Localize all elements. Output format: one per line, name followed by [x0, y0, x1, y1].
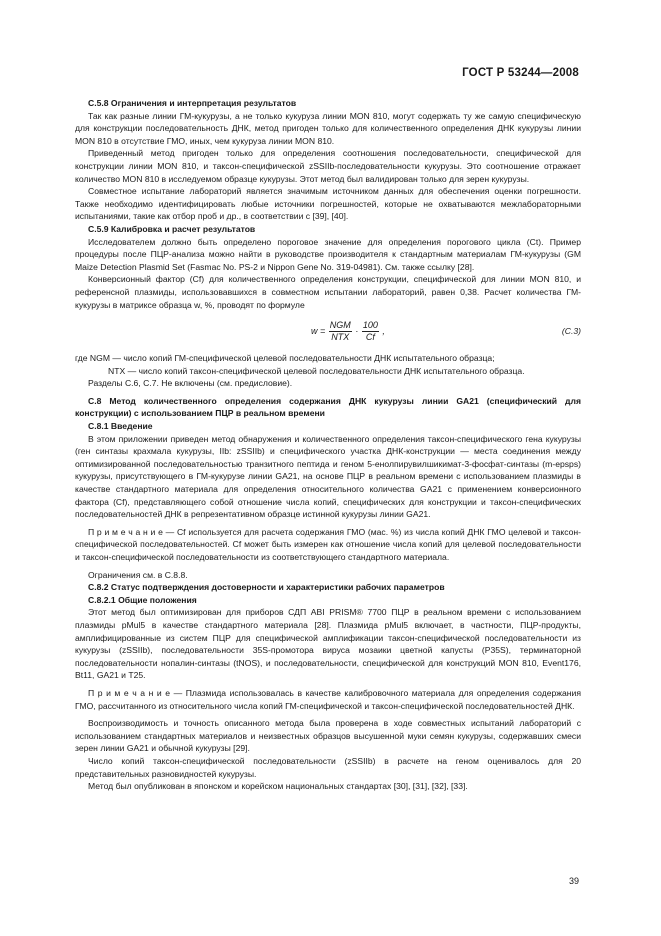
- paragraph: Этот метод был оптимизирован для приборов СДП ABI PRISM® 7700 ПЦР в реальном времени с использованием плазмиды pMul5 в качестве стандартного материала [28]. Плазмида pMul5 включает, в частности, ПЦР-продукты, амплифицированные из систем ПЦР для специфической амплификации таксон-специфической последовательности из кукурузы (zSSIIb), последовательности 35S-промотора вируса мозаики цветной капусты (P35S), терминаторной последовательности нопалин-синтазы (tNOS), и последовательности, специфической для конструкций MON 810, Event176, Bt11, GA21 и T25.: [75, 607, 581, 681]
- formula-label: (С.3): [561, 326, 581, 337]
- section-heading-c821: С.8.2.1 Общие положения: [88, 594, 197, 605]
- standard-header: ГОСТ Р 53244—2008: [462, 67, 579, 79]
- paragraph: Конверсионный фактор (Cf) для количественного определения конструкции, специфической для линии MON 810, и референсной плазмиды, использовавшихся в совместном испытании лабораторий, равен 0,38. Расчет количества ГМ-кукурузы в матриксе образца w, %, проводят по формуле: [75, 274, 581, 310]
- note: П р и м е ч а н и е — Плазмида использовалась в качестве калибровочного материала для определения содержания ГМО, рассчитанного из относительного числа копий ГМ-специфической и таксон-специфической последовательностей ДНК.: [75, 687, 581, 711]
- formula-expression: [311, 320, 385, 343]
- fraction-counts: [329, 320, 352, 343]
- fraction-percent: [362, 320, 379, 343]
- paragraph: Разделы С.6, С.7. Не включены (см. предисловие).: [88, 378, 293, 389]
- paragraph: Воспроизводимость и точность описанного метода была проверена в ходе совместных испытаний лабораторий с использованием стандартных материалов и неизвестных образцов высушенной муки семян кукурузы, содержавших смеси зерен линии GA21 и обычной кукурузы [29].: [75, 718, 581, 754]
- formula-dot: ·: [355, 325, 359, 336]
- section-heading-c59: С.5.9 Калибровка и расчет результатов: [88, 223, 256, 234]
- numerator-100: 100: [362, 320, 378, 331]
- formula-comma: ,: [382, 325, 385, 336]
- document-body: [75, 97, 581, 793]
- note: П р и м е ч а н и е — Cf используется для расчета содержания ГМО (мас. %) из числа копий ДНК ГМО целевой и таксон-специфической последовательностей. Cf может быть измерен как отношение числа копий для целевой последовательности и таксон-специфической последовательности из соответствующего стандартного материала.: [75, 526, 581, 562]
- paragraph: Число копий таксон-специфической последовательности (zSSIIb) в расчете на геном оценивалось для 20 представительных разновидностей кукурузы.: [75, 755, 581, 779]
- paragraph: Ограничения см. в С.8.8.: [88, 569, 188, 580]
- formula-c3: [75, 314, 581, 348]
- section-heading-c58: С.5.8 Ограничения и интерпретация результатов: [88, 98, 297, 108]
- denominator-cf: Cf: [365, 332, 375, 343]
- section-heading-c81: С.8.1 Введение: [88, 421, 153, 432]
- paragraph: Метод был опубликован в японском и корейском национальных стандартах [30], [31], [32], [33].: [88, 781, 468, 792]
- section-heading-c8: С.8 Метод количественного определения содержания ДНК кукурузы линии GA21 (специфический для конструкции) с использованием ПЦР в реальном времени: [75, 395, 581, 419]
- paragraph: Приведенный метод пригоден только для определения соотношения последовательности, специфической для конструкции линии MON 810, и таксон-специфической zSSIIb-последовательности кукурузы. Это соотношение отражает количество MON 810 в исследуемом образце кукурузы. Этот метод был валидирован только для зерен кукурузы.: [75, 148, 581, 184]
- numerator-ngm: NGM: [329, 320, 351, 331]
- denominator-ntx: NTX: [331, 332, 350, 343]
- where-ntx: NTX — число копий таксон-специфической целевой последовательности ДНК испытательного образца.: [108, 365, 525, 376]
- paragraph: Исследователем должно быть определено пороговое значение для определения порогового цикла (Ct). Пример процедуры после ПЦР-анализа можно найти в руководстве производителя к стандартным материалам ГМ-кукурузы (GM Maize Detection Plasmid Set (Fasmac No. PS-2 и Nippon Gene No. 319-04981). См. также ссылку [28].: [75, 236, 581, 272]
- paragraph: Так как разные линии ГМ-кукурузы, а не только кукуруза линии MON 810, могут содержать ту же самую специфическую для конструкции последовательность ДНК, метод пригоден только для количественного определения ДНК кукурузы линии MON 810 в отсутствие ГМО, иных, чем кукуруза линии MON 810.: [75, 110, 581, 146]
- where-ngm: где NGM — число копий ГМ-специфической целевой последовательности ДНК испытательного образца;: [75, 353, 495, 364]
- paragraph: Совместное испытание лабораторий является значимым источником данных для обеспечения оценки погрешности. Также необходимо идентифицировать любые источники погрешностей, которые не охватываются межлабораторными испытаниями, такие как отбор проб и др., в соответствии с [39], [40].: [75, 186, 581, 222]
- page-number: 39: [568, 876, 579, 886]
- formula-equals: =: [320, 325, 326, 336]
- paragraph: В этом приложении приведен метод обнаружения и количественного определения таксон-специфического гена кукурузы (ген синтазы крахмала кукурузы, IIb: zSSIIb) и специфического участка ДНК-конструкции — места соединения между оптимизированной последовательностью транзитного пептида и геном 5-енолпирувилшикимат-3-фосфат-синтазы (m-epsps) кукурузы, присутствующего в ГМ-кукурузе линии GA21, на основе ПЦР в реальном времени с использованием плазмиды в качестве стандартного материала для определения относительного количества GA21 с применением конверсионного фактора (Cf), представляющего собой отношение числа копий, специфических для конструкции и таксон-специфических последовательностей ДНК в репрезентативном образце истинной кукурузы линии GA21.: [75, 433, 581, 520]
- formula-lhs: w: [311, 325, 318, 336]
- section-heading-c82: С.8.2 Статус подтверждения достоверности и характеристики рабочих параметров: [88, 582, 445, 593]
